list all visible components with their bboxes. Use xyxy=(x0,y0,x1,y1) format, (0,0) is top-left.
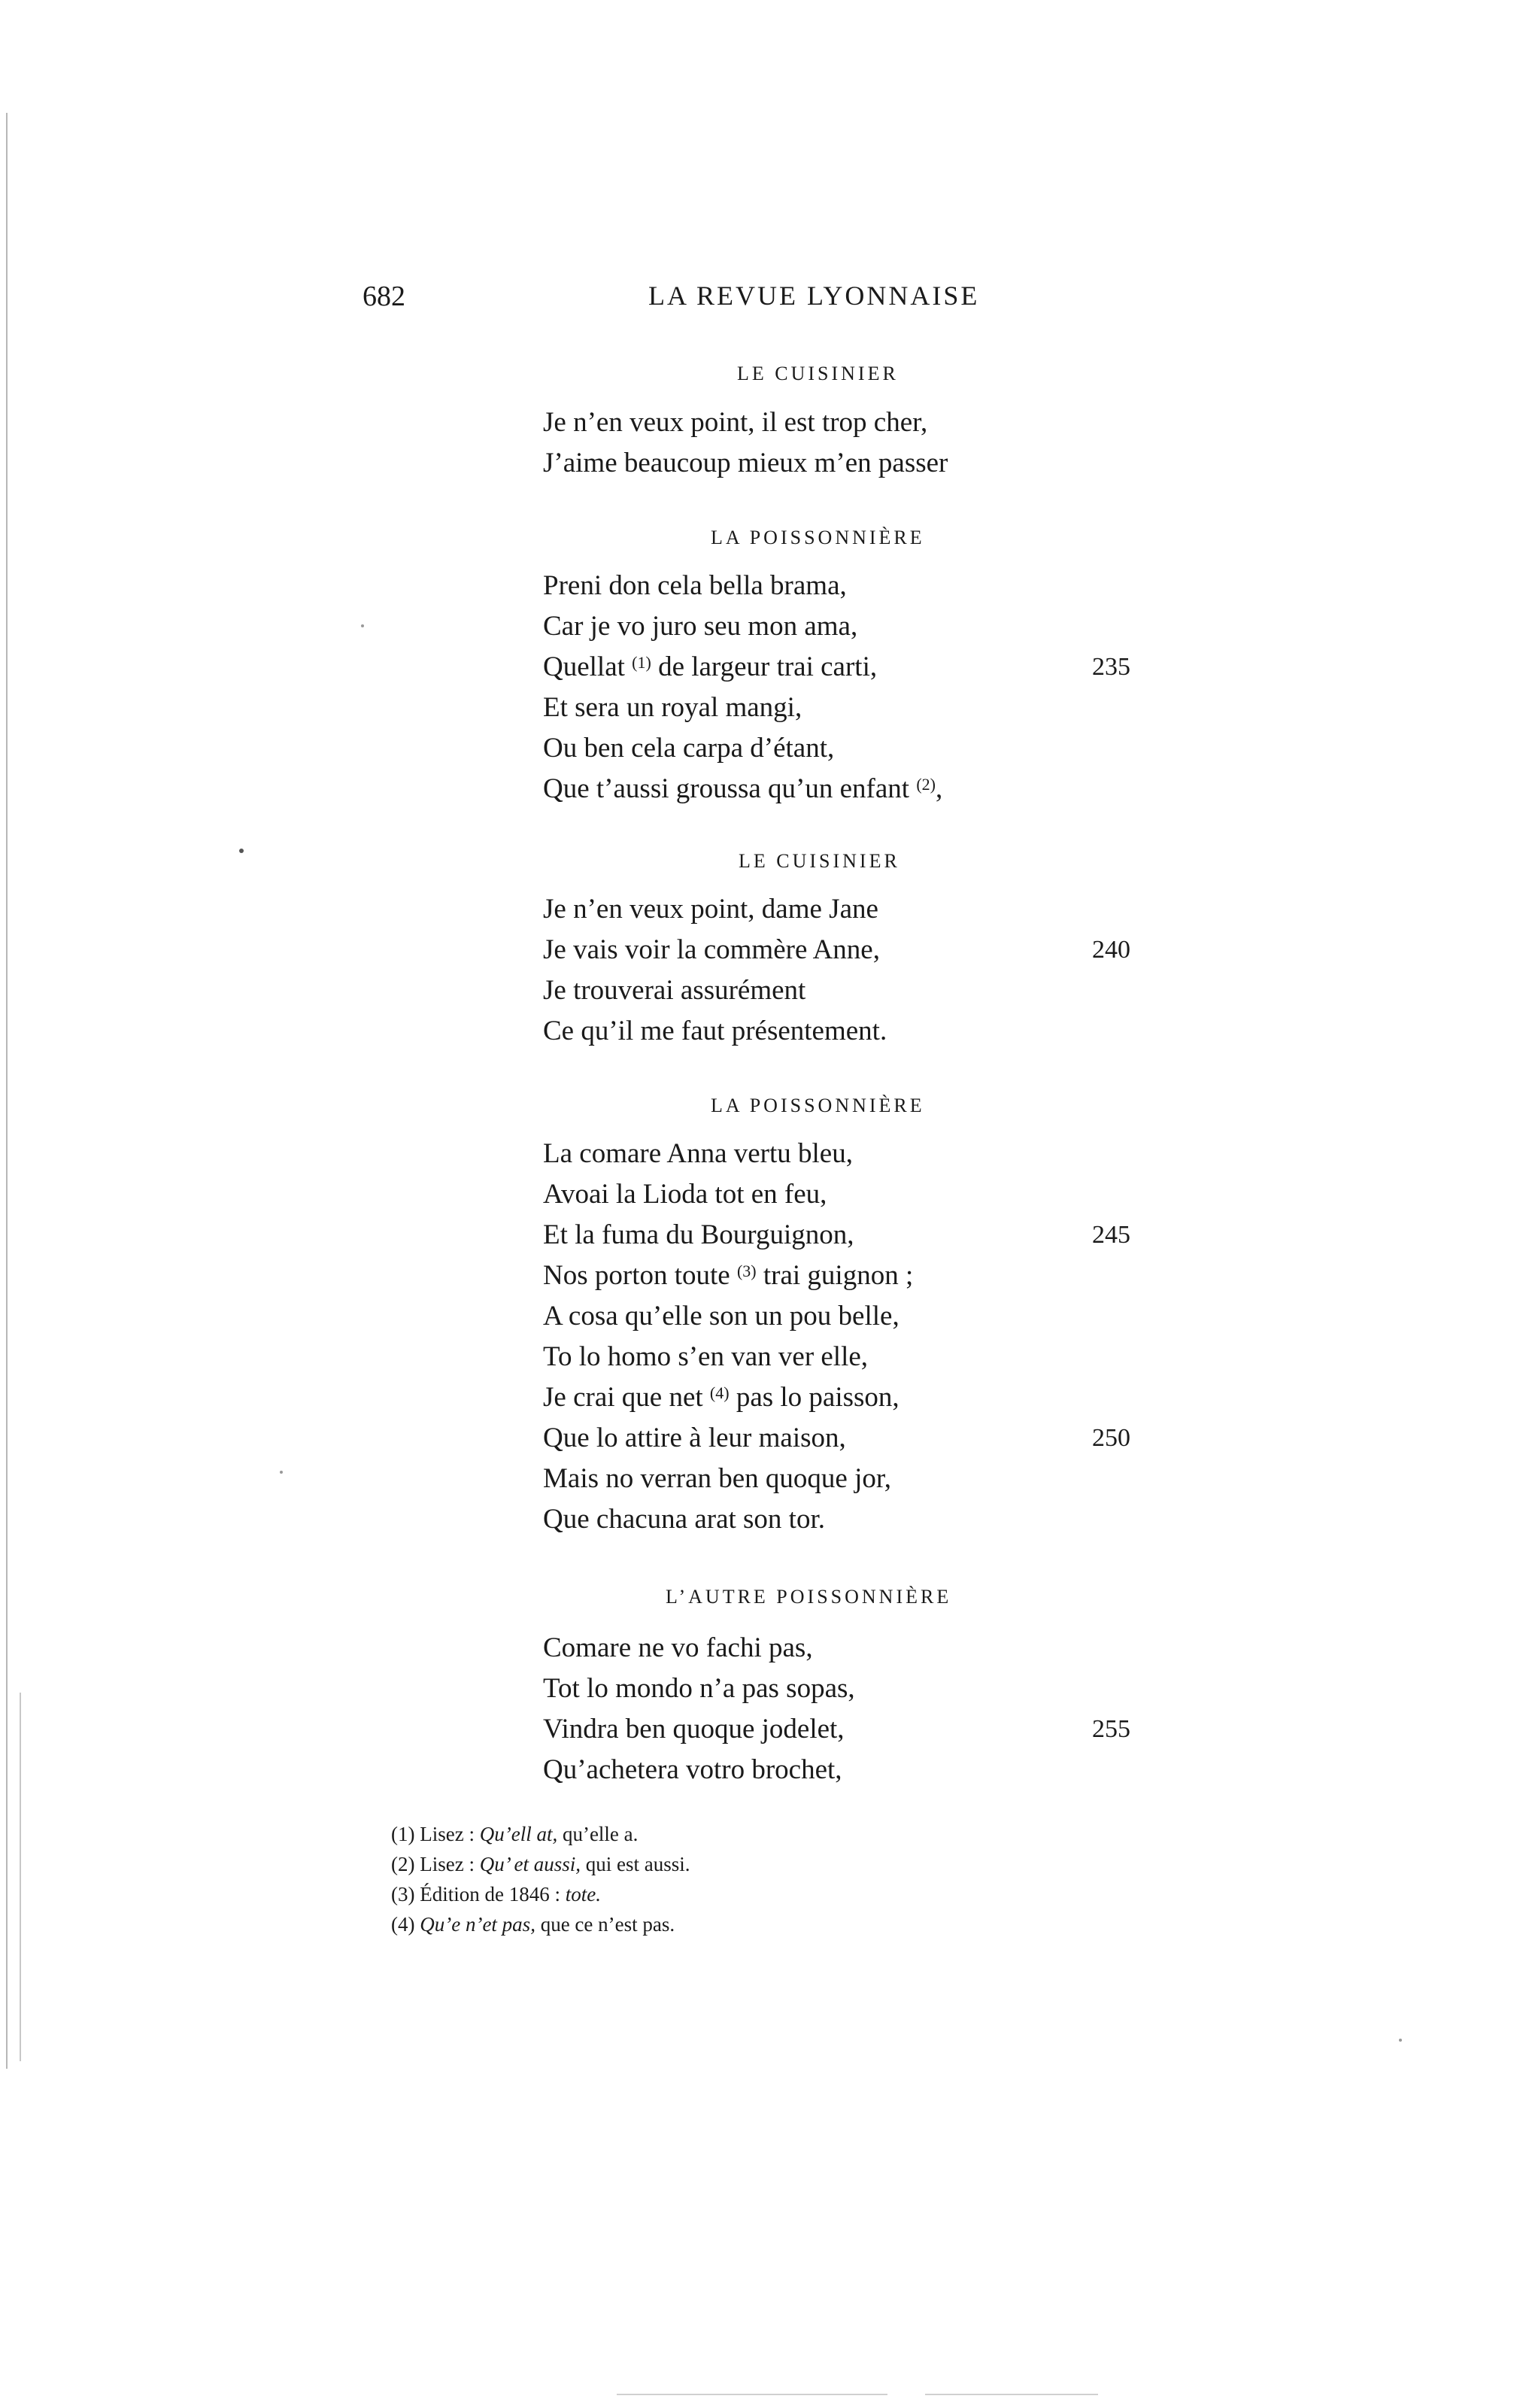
ink-speck xyxy=(280,1471,283,1474)
stanza xyxy=(543,889,1190,1052)
verse-text xyxy=(543,769,942,809)
verse-text: Je vais voir la commère Anne, xyxy=(543,934,880,965)
footnote-rest: que ce n’est pas. xyxy=(540,1913,675,1936)
verse-text-part: Quellat xyxy=(543,651,633,682)
verse-text: A cosa qu’elle son un pou belle, xyxy=(543,1301,900,1332)
scan-artifact-rule xyxy=(925,2394,1098,2395)
verse-text: Ce qu’il me faut présentement. xyxy=(543,1016,887,1046)
footnote xyxy=(391,1819,1068,1849)
footnote-ref: (1) xyxy=(632,653,651,672)
footnote-mark: (1) xyxy=(391,1823,415,1845)
running-title: LA REVUE LYONNAISE xyxy=(648,281,980,311)
verse-line xyxy=(543,647,1190,688)
footnote-italic: tote. xyxy=(565,1883,601,1905)
ink-speck xyxy=(361,624,364,627)
footnote-mark: (2) xyxy=(391,1853,415,1875)
speaker-heading: LE CUISINIER xyxy=(737,363,899,384)
verse-line xyxy=(543,1377,1190,1418)
footnote-rest: qu’elle a. xyxy=(562,1823,639,1845)
verse-line xyxy=(543,1215,1190,1256)
line-number: 235 xyxy=(1092,653,1130,681)
verse-text: La comare Anna vertu bleu, xyxy=(543,1138,853,1169)
verse-line xyxy=(543,1337,1190,1377)
running-header xyxy=(363,280,1227,325)
verse-line xyxy=(543,769,1190,809)
speaker-heading: LA POISSONNIÈRE xyxy=(711,527,925,548)
verse-line xyxy=(543,1628,1190,1669)
verse-text: Tot lo mondo n’a pas sopas, xyxy=(543,1673,855,1704)
verse-text-part: Que t’aussi groussa qu’un enfant xyxy=(543,773,917,804)
verse-text xyxy=(543,1256,913,1296)
verse-text-part: pas lo paisson, xyxy=(729,1382,900,1413)
verse-text: Que chacuna arat son tor. xyxy=(543,1504,825,1535)
verse-line xyxy=(543,1459,1190,1499)
speaker-heading: LA POISSONNIÈRE xyxy=(711,1095,925,1116)
footnote-ref: (3) xyxy=(736,1262,757,1280)
scan-edge-line xyxy=(6,113,8,2069)
footnote-mark: (3) xyxy=(391,1883,415,1905)
verse-text xyxy=(543,647,877,688)
verse-text: Avoai la Lioda tot en feu, xyxy=(543,1179,827,1210)
verse-line xyxy=(543,930,1190,970)
verse-text: To lo homo s’en van ver elle, xyxy=(543,1341,869,1372)
verse-text: Qu’achetera votro brochet, xyxy=(543,1754,842,1785)
footnote-ref: (2) xyxy=(916,775,936,794)
footnote xyxy=(391,1909,1068,1939)
verse-line xyxy=(543,1256,1190,1296)
verse-text: Vindra ben quoque jodelet, xyxy=(543,1714,845,1745)
verse-line xyxy=(543,728,1190,769)
verse-text-part: Nos porton toute xyxy=(543,1260,737,1291)
line-number: 255 xyxy=(1092,1715,1130,1743)
verse-line xyxy=(543,1296,1190,1337)
footnote-rest: qui est aussi. xyxy=(585,1853,690,1875)
verse-text: Et la fuma du Bourguignon, xyxy=(543,1219,854,1250)
footnotes xyxy=(391,1819,1068,1939)
line-number: 245 xyxy=(1092,1221,1130,1249)
scan-artifact-rule xyxy=(617,2394,887,2395)
verse-line xyxy=(543,443,1190,484)
verse-line xyxy=(543,970,1190,1011)
verse-line xyxy=(543,566,1190,606)
footnote-mark: (4) xyxy=(391,1913,415,1936)
verse-text: Je n’en veux point, il est trop cher, xyxy=(543,407,928,438)
verse-line xyxy=(543,1750,1190,1790)
verse-line xyxy=(543,1011,1190,1052)
verse-text: Comare ne vo fachi pas, xyxy=(543,1632,813,1663)
footnote-lead: Lisez : xyxy=(420,1853,475,1875)
footnote-lead: Lisez : xyxy=(420,1823,475,1845)
verse-line xyxy=(543,1709,1190,1750)
verse-text: Mais no verran ben quoque jor, xyxy=(543,1463,891,1494)
verse-text xyxy=(543,1377,900,1418)
page-number: 682 xyxy=(363,281,405,312)
verse-line xyxy=(543,688,1190,728)
verse-text-part: trai guignon ; xyxy=(756,1260,914,1291)
verse-text-part: Je crai que net xyxy=(543,1382,710,1413)
footnote-italic: Qu’ et aussi, xyxy=(479,1853,581,1875)
ink-speck xyxy=(1399,2039,1402,2042)
verse-text: Car je vo juro seu mon ama, xyxy=(543,611,858,642)
verse-text: Je n’en veux point, dame Jane xyxy=(543,894,878,925)
footnote xyxy=(391,1849,1068,1879)
verse-line xyxy=(543,1669,1190,1709)
verse-text-part: , xyxy=(935,773,943,804)
stanza xyxy=(543,1134,1190,1540)
verse-line xyxy=(543,606,1190,647)
verse-text-part: de largeur trai carti, xyxy=(651,651,878,682)
stanza xyxy=(543,1628,1190,1790)
verse-line xyxy=(543,402,1190,443)
speaker-heading: LE CUISINIER xyxy=(739,850,900,872)
footnote-italic: Qu’e n’et pas, xyxy=(420,1913,535,1936)
verse-text: Je trouverai assurément xyxy=(543,975,806,1006)
verse-text: Que lo attire à leur maison, xyxy=(543,1423,846,1453)
verse-line xyxy=(543,1418,1190,1459)
verse-line xyxy=(543,889,1190,930)
verse-line xyxy=(543,1499,1190,1540)
footnote-ref: (4) xyxy=(709,1383,730,1402)
verse-text: Preni don cela bella brama, xyxy=(543,570,847,601)
footnote-italic: Qu’ell at, xyxy=(479,1823,558,1845)
line-number: 240 xyxy=(1092,936,1130,964)
footnote xyxy=(391,1879,1068,1909)
line-number: 250 xyxy=(1092,1424,1130,1452)
verse-text: J’aime beaucoup mieux m’en passer xyxy=(543,448,948,478)
verse-text: Ou ben cela carpa d’étant, xyxy=(543,733,835,764)
speaker-heading: L’AUTRE POISSONNIÈRE xyxy=(666,1586,952,1608)
ink-speck xyxy=(239,849,244,853)
verse-line xyxy=(543,1134,1190,1174)
scan-edge-line xyxy=(20,1693,21,2061)
verse-text: Et sera un royal mangi, xyxy=(543,692,802,723)
stanza xyxy=(543,402,1190,484)
footnote-lead: Édition de 1846 : xyxy=(420,1883,560,1905)
verse-line xyxy=(543,1174,1190,1215)
stanza xyxy=(543,566,1190,809)
